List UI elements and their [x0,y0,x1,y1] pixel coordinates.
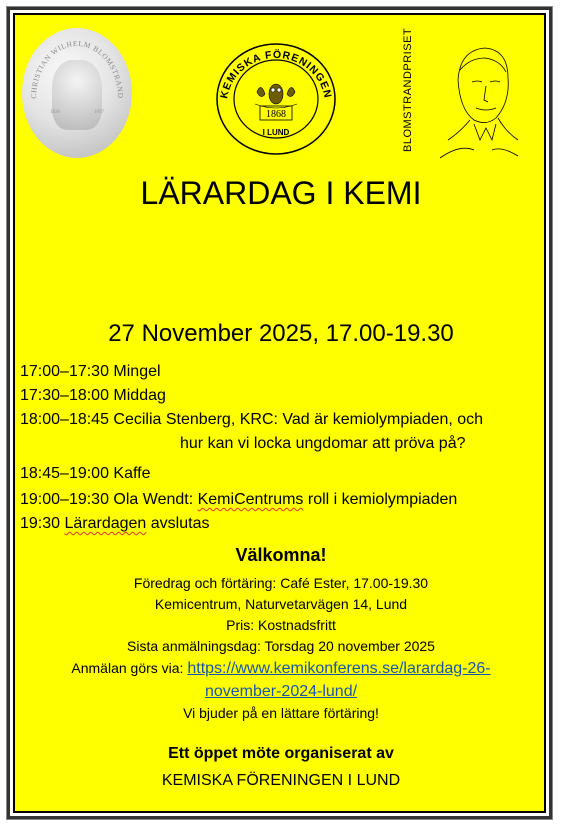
schedule-item [20,512,550,536]
info-address: Kemicentrum, Naturvetarvägen 14, Lund [154,596,408,612]
schedule-text: 18:45–19:00 Kaffe [20,465,151,482]
schedule-text: 19:30 [20,515,65,532]
schedule-list [20,360,550,536]
info-price: Pris: Kostnadsfritt [226,617,336,633]
page-title: LÄRARDAG I KEMI [140,175,422,211]
info-venue: Föredrag och förtäring: Café Ester, 17.00-19.30 [133,575,429,591]
organizer-line: Ett öppet möte organiserat av [168,745,394,762]
event-date: 27 November 2025, 17.00-19.30 [108,320,454,347]
schedule-text: roll i kemiolympiaden [303,491,458,508]
kemiska-foreningen-seal [215,42,337,157]
schedule-item [20,488,550,512]
info-refreshments: Vi bjuder på en lättare förtäring! [183,705,379,721]
info-block [0,573,562,724]
schedule-item: 18:00–18:45 Cecilia Stenberg, KRC: Vad är kemiolympiaden, och [20,411,484,428]
organizer-name: KEMISKA FÖRENINGEN I LUND [161,772,401,789]
info-deadline: Sista anmälningsdag: Torsdag 20 november 2025 [127,638,435,654]
blomstrand-portrait-sketch [430,40,520,160]
signup-link[interactable]: https://www.kemikonferens.se/larardag-26- [187,660,491,677]
svg-text:1897: 1897 [94,110,104,115]
schedule-text-underlined: Lärardagen [64,515,147,532]
schedule-text-underlined: KemiCentrums [197,491,304,508]
schedule-text: 19:00–19:30 Ola Wendt: [20,491,198,508]
schedule-item: 17:00–17:30 Mingel [20,363,161,380]
organizer-block [0,740,562,794]
svg-text:KEMISKA FÖRENINGEN: KEMISKA FÖRENINGEN [218,48,334,100]
svg-text:CHRISTIAN WILHELM BLOMSTRAND: CHRISTIAN WILHELM BLOMSTRAND [28,38,126,99]
signup-link-wrap [0,680,562,703]
signup-link-continuation[interactable]: november-2024-lund/ [204,683,358,700]
svg-text:1826: 1826 [50,110,60,115]
schedule-text: avslutas [146,515,210,532]
blomstrandpriset-label: BLOMSTRANDPRISET [402,27,414,152]
schedule-item [20,462,550,486]
blomstrand-medal-image [22,28,132,158]
schedule-item: 17:30–18:00 Middag [20,387,166,404]
medal-inscription [22,28,132,158]
svg-text:1868: 1868 [266,109,286,120]
schedule-item-continuation: hur kan vi locka ungdomar att pröva på? [180,435,466,452]
signup-label: Anmälan görs via: [71,660,188,676]
svg-text:I LUND: I LUND [262,128,290,137]
welcome-heading: Välkomna! [235,545,327,565]
info-signup [0,657,562,680]
